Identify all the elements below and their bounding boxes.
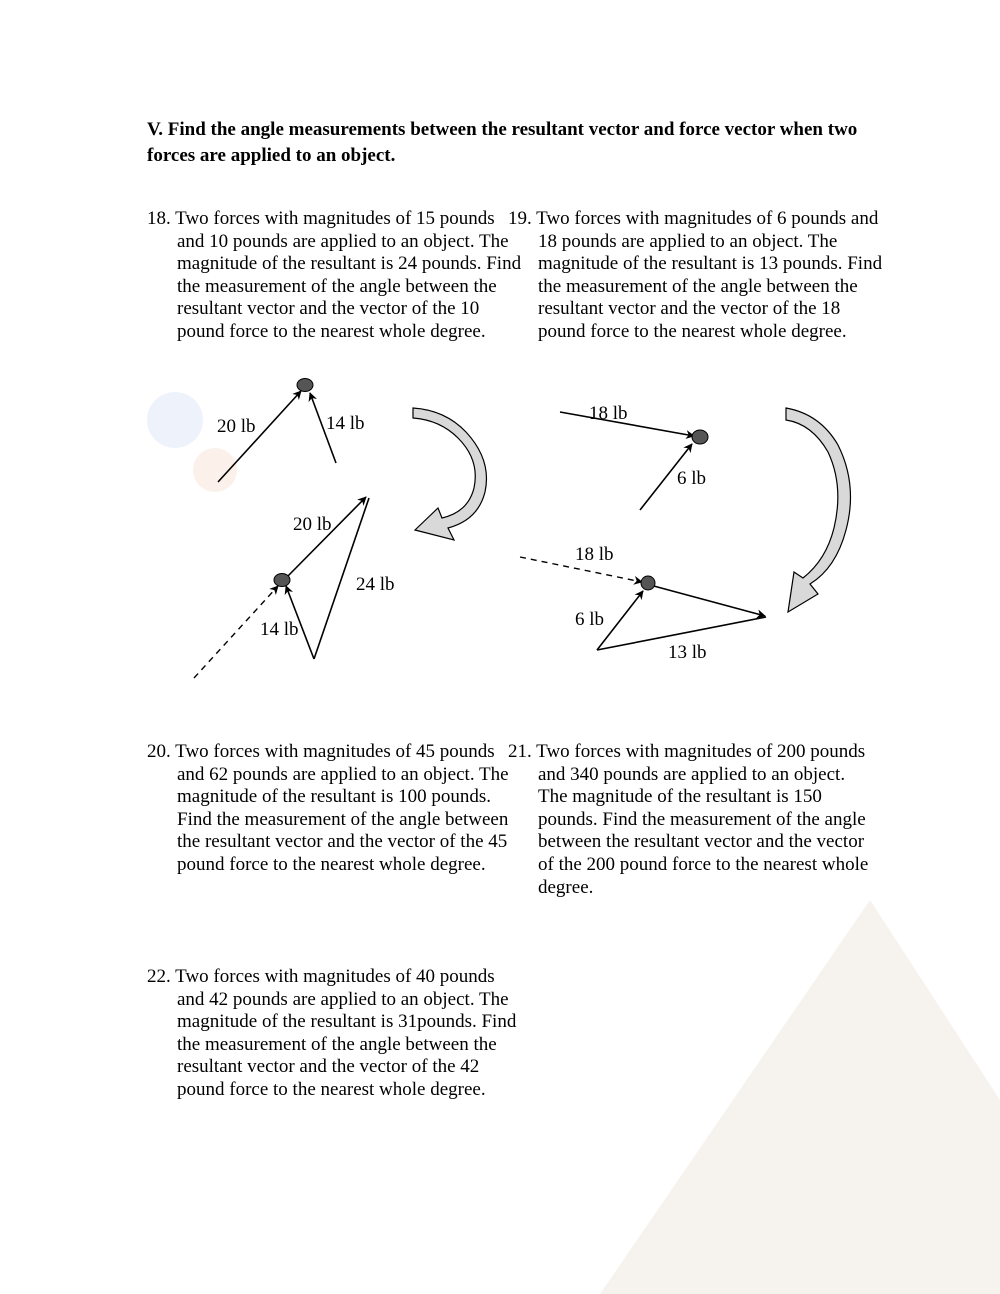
force-label: 20 lb	[217, 416, 256, 437]
curved-arrow-icon	[786, 408, 851, 612]
problem-number: 20.	[147, 741, 171, 762]
diagram-19	[520, 403, 851, 663]
problem-number: 22.	[147, 966, 171, 987]
resultant-label: 13 lb	[668, 642, 707, 663]
problem-text: Two forces with magnitudes of 6 pounds and 18 pounds are applied to an object. The magnitude of the resultant is 13 pounds. Find the measurement of the angle between the resultant vector and the vector of the 18 pound force to the nearest whole degree.	[536, 208, 883, 342]
resultant-label: 24 lb	[356, 574, 395, 595]
problem-text: Two forces with magnitudes of 45 pounds and 62 pounds are applied to an object. The magnitude of the resultant is 100 pounds. Find the measurement of the angle between the resultant vector and the vector of the 45 pound force to the nearest whole degree.	[175, 741, 509, 875]
curved-arrow-icon	[413, 408, 486, 540]
object-point	[641, 576, 655, 590]
force-label: 20 lb	[293, 514, 332, 535]
problem-number: 19.	[508, 208, 532, 229]
object-point	[274, 574, 290, 587]
section-heading: V. Find the angle measurements between the resultant vector and force vector when two forces are applied to an object.	[147, 119, 858, 166]
force-label: 6 lb	[677, 468, 707, 489]
diagram-18	[194, 379, 486, 679]
force-label: 18 lb	[575, 544, 614, 565]
force-vector	[650, 585, 765, 616]
problem-text: Two forces with magnitudes of 15 pounds and 10 pounds are applied to an object. The magnitude of the resultant is 24 pounds. Find the measurement of the angle between the resultant vector and the vector of the 10 pound force to the nearest whole degree.	[175, 208, 522, 342]
force-label: 6 lb	[575, 609, 605, 630]
problem-text: Two forces with magnitudes of 200 pounds and 340 pounds are applied to an object. The magnitude of the resultant is 150 pounds. Find the measurement of the angle between the resultant vector and the vector of the 200 pound force to the nearest whole degree.	[536, 741, 869, 898]
problem-text: Two forces with magnitudes of 40 pounds and 42 pounds are applied to an object. The magnitude of the resultant is 31pounds. Find the measurement of the angle between the resultant vector and the vector of the 42 pound force to the nearest whole degree.	[175, 966, 517, 1100]
object-point	[297, 379, 313, 392]
force-vector	[284, 497, 366, 580]
force-label: 14 lb	[326, 413, 365, 434]
problem-number: 21.	[508, 741, 532, 762]
force-label: 14 lb	[260, 619, 299, 640]
object-point	[692, 430, 708, 444]
problem-number: 18.	[147, 208, 171, 229]
force-label: 18 lb	[589, 403, 628, 424]
